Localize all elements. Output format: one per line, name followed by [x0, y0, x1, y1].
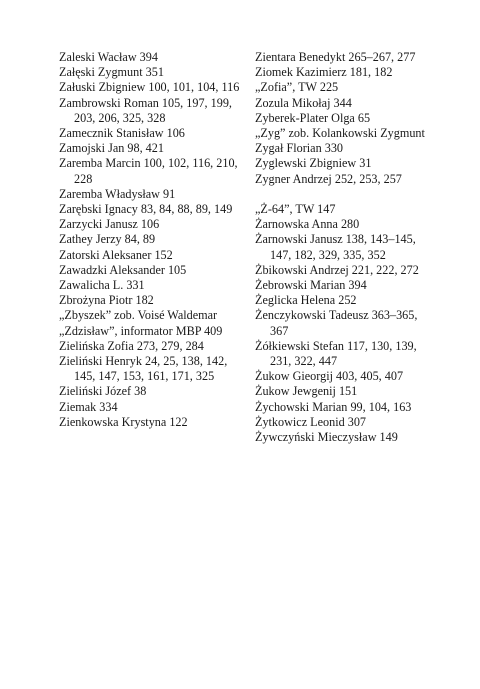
index-entry: Zielińska Zofia 273, 279, 284 [59, 338, 204, 353]
index-entry: Żarnowski Janusz 138, 143–145, 147, 182, 329, 335, 352 [255, 232, 416, 262]
index-entry: Zienkowska Krystyna 122 [59, 414, 188, 429]
index-entry: Zientara Benedykt 265–267, 277 [255, 50, 416, 64]
index-entry: Zamojski Jan 98, 421 [59, 141, 164, 156]
index-entry: „Ż-64”, TW 147 [255, 202, 336, 217]
index-entry: Zyglewski Zbigniew 31 [255, 156, 372, 171]
index-entry: Zyberek-Plater Olga 65 [255, 110, 371, 125]
index-entry: Zamecznik Stanisław 106 [59, 126, 185, 141]
index-entry: Żarnowska Anna 280 [255, 217, 360, 232]
index-entry: Zawalicha L. 331 [59, 278, 145, 293]
index-entry: Ziomek Kazimierz 181, 182 [255, 65, 393, 80]
index-entry: Zozula Mikołaj 344 [255, 95, 352, 110]
index-entry: Zygner Andrzej 252, 253, 257 [255, 171, 402, 186]
index-entry: Zaremba Marcin 100, 102, 116, 210, 228 [59, 156, 238, 186]
index-entry: Żbikowski Andrzej 221, 222, 272 [255, 262, 419, 277]
index-entry: Żukow Jewgenij 151 [255, 384, 358, 399]
index-entry: Żytkowicz Leonid 307 [255, 414, 367, 429]
index-entry: Żenczykowski Tadeusz 363–365, 367 [255, 308, 418, 338]
index-entry: Ziemak 334 [59, 399, 118, 414]
index-entry: Żywczyński Mieczysław 149 [255, 430, 398, 445]
index-entry: Zieliński Henryk 24, 25, 138, 142, 145, 147, 153, 161, 171, 325 [59, 354, 228, 384]
index-column-right [255, 50, 433, 445]
index-entry: Żółkiewski Stefan 117, 130, 139, 231, 322, 447 [255, 338, 417, 369]
index-entry: Zaremba Władysław 91 [59, 186, 176, 201]
index-entry: „Zdzisław”, informator MBP 409 [59, 323, 223, 338]
index-entry: Załuski Zbigniew 100, 101, 104, 116 [59, 80, 240, 95]
index-entry: Żebrowski Marian 394 [255, 278, 367, 293]
index-entry: Zaleski Wacław 394 [59, 50, 158, 64]
index-entry: Żychowski Marian 99, 104, 163 [255, 399, 412, 414]
index-entry: Zatorski Aleksaner 152 [59, 247, 173, 262]
index-entry: Załęski Zygmunt 351 [59, 65, 164, 80]
index-entry: Zambrowski Roman 105, 197, 199, 203, 206, 325, 328 [59, 95, 232, 125]
index-entry: Żeglicka Helena 252 [255, 293, 357, 308]
index-entry: „Zofia”, TW 225 [255, 80, 339, 95]
index-column-left [59, 50, 242, 430]
index-entry: Zieliński Józef 38 [59, 384, 147, 399]
index-entry: Zawadzki Aleksander 105 [59, 262, 187, 277]
index-entry: Zbrożyna Piotr 182 [59, 293, 154, 308]
index-entry: „Zyg” zob. Kolankowski Zygmunt [255, 126, 425, 141]
index-entry: Zarzycki Janusz 106 [59, 217, 160, 232]
index-entry: Żukow Gieorgij 403, 405, 407 [255, 369, 404, 384]
index-entry: Zathey Jerzy 84, 89 [59, 232, 156, 247]
index-entry: Zygał Florian 330 [255, 141, 344, 156]
index-entry: Zarębski Ignacy 83, 84, 88, 89, 149 [59, 202, 233, 217]
index-entry: „Zbyszek” zob. Voisé Waldemar [59, 308, 218, 323]
